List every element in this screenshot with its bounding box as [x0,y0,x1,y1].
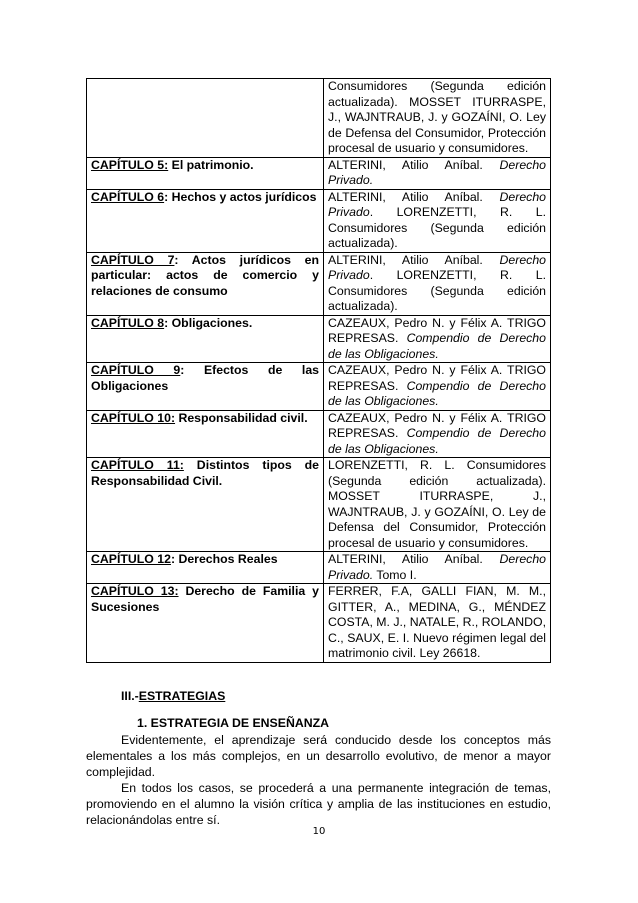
chapter-title: : Efectos de las Obligaciones [91,363,319,393]
chapter-number: CAPÍTULO 8 [91,315,165,330]
bibliography-work-title: Derecho Privado. [328,552,546,582]
bibliography-cell [324,252,551,315]
chapter-cell [87,252,324,315]
bibliography-table-wrap [86,78,551,663]
chapter-title: : Actos jurídicos en particular: actos de comercio y relaciones de consumo [91,252,319,298]
bibliography-text: ALTERINI, Atilio Aníbal. [328,252,500,267]
bibliography-text: CAZEAUX, Pedro N. y Félix A. TRIGO REPRESAS. [328,363,546,393]
bibliography-table [86,78,551,663]
chapter-cell [87,157,324,189]
chapter-cell [87,458,324,552]
bibliography-cell [324,79,551,158]
bibliography-text: CAZEAUX, Pedro N. y Félix A. TRIGO REPRESAS. [328,315,546,345]
bibliography-work-title: Compendio de Derecho de las Obligaciones. [328,426,546,456]
table-row [87,363,551,411]
chapter-cell [87,79,324,158]
chapter-title: Derecho de Familia y Sucesiones [91,584,319,614]
table-row [87,410,551,458]
chapter-number: CAPÍTULO 13: [91,584,179,598]
table-row [87,189,551,252]
bibliography-work-title: Derecho Privado [328,252,546,282]
chapter-number: CAPÍTULO 12 [91,552,171,566]
table-row [87,552,551,584]
bibliography-cell [324,157,551,189]
chapter-title: Distintos tipos de Responsabilidad Civil. [91,458,319,488]
chapter-title: : Hechos y actos jurídicos [164,189,317,204]
bibliography-text: LORENZETTI, R. L. Consumidores (Segunda edición actualizada). MOSSET ITURRASPE, J., WAJNTRAUB, J. y GOZAÍNI, O. Ley de Defensa del Consumidor, Protección procesal de usuario y consumidores. [328,458,546,550]
page-number: 10 [312,826,326,837]
chapter-title: Responsabilidad civil. [175,410,308,425]
chapter-cell [87,584,324,663]
paragraph-1: Evidentemente, el aprendizaje será conducido desde los conceptos más elementales a los más complejos, en un desarrollo evolutivo, de menor a mayor complejidad. [86,733,551,779]
chapter-number: CAPÍTULO 11: [91,458,184,472]
bibliography-cell [324,458,551,552]
bibliography-text: CAZEAUX, Pedro N. y Félix A. TRIGO REPRESAS. [328,410,546,440]
chapter-title: El patrimonio. [168,157,254,172]
chapter-cell [87,552,324,584]
bibliography-text: FERRER, F.A, GALLI FIAN, M. M., GITTER, A., MEDINA, G., MÉNDEZ COSTA, M. J., NATALE, R., ROLANDO, C., SAUX, E. I. Nuevo régimen legal del matrimonio civil. Ley 26618. [328,584,546,660]
table-row [87,157,551,189]
bibliography-text: . LORENZETTI, R. L. Consumidores (Segunda edición actualizada). [328,268,546,313]
bibliography-text: Consumidores (Segunda edición actualizada). MOSSET ITURRASPE, J., WAJNTRAUB, J. y GOZAÍNI, O. Ley de Defensa del Consumidor, Protección procesal de usuario y consumidores. [328,79,546,155]
teaching-strategy-heading: 1. ESTRATEGIA DE ENSEÑANZA [137,716,329,730]
bibliography-cell [324,315,551,363]
bibliography-cell [324,552,551,584]
strategies-prefix: III.- [121,689,139,703]
chapter-number: CAPÍTULO 9 [91,363,181,377]
bibliography-work-title: Derecho Privado. [328,157,546,187]
bibliography-cell [324,584,551,663]
table-row [87,584,551,663]
table-row [87,315,551,363]
chapter-number: CAPÍTULO 5: [91,157,169,172]
chapter-cell [87,315,324,363]
table-row [87,252,551,315]
strategies-title: ESTRATEGIAS [138,689,226,703]
chapter-number: CAPÍTULO 10: [91,410,176,425]
bibliography-text: ALTERINI, Atilio Aníbal. [328,189,500,204]
bibliography-work-title: Compendio de Derecho de las Obligaciones. [328,378,546,408]
bibliography-text: Tomo I. [373,567,417,582]
bibliography-text: ALTERINI, Atilio Aníbal. [328,552,500,566]
bibliography-cell [324,410,551,458]
table-row [87,79,551,158]
bibliography-work-title: Derecho Privado [328,189,546,219]
chapter-cell [87,410,324,458]
bibliography-text: . LORENZETTI, R. L. Consumidores (Segunda edición actualizada). [328,205,546,250]
bibliography-cell [324,189,551,252]
table-row [87,458,551,552]
chapter-cell [87,189,324,252]
strategies-section [86,688,551,828]
chapter-title: : Obligaciones. [164,315,253,330]
paragraph-2: En todos los casos, se procederá a una permanente integración de temas, promoviendo en el alumno la visión crítica y amplia de las instituciones en estudio, relacionándolas entre sí. [86,781,551,827]
bibliography-table-body [87,79,551,663]
chapter-title: : Derechos Reales [170,552,278,566]
bibliography-work-title: Compendio de Derecho de las Obligaciones. [328,331,546,361]
strategies-heading [86,688,551,704]
chapter-number: CAPÍTULO 6 [91,189,165,204]
bibliography-text: ALTERINI, Atilio Aníbal. [328,157,500,172]
chapter-number: CAPÍTULO 7 [91,252,175,267]
chapter-cell [87,363,324,411]
bibliography-cell [324,363,551,411]
